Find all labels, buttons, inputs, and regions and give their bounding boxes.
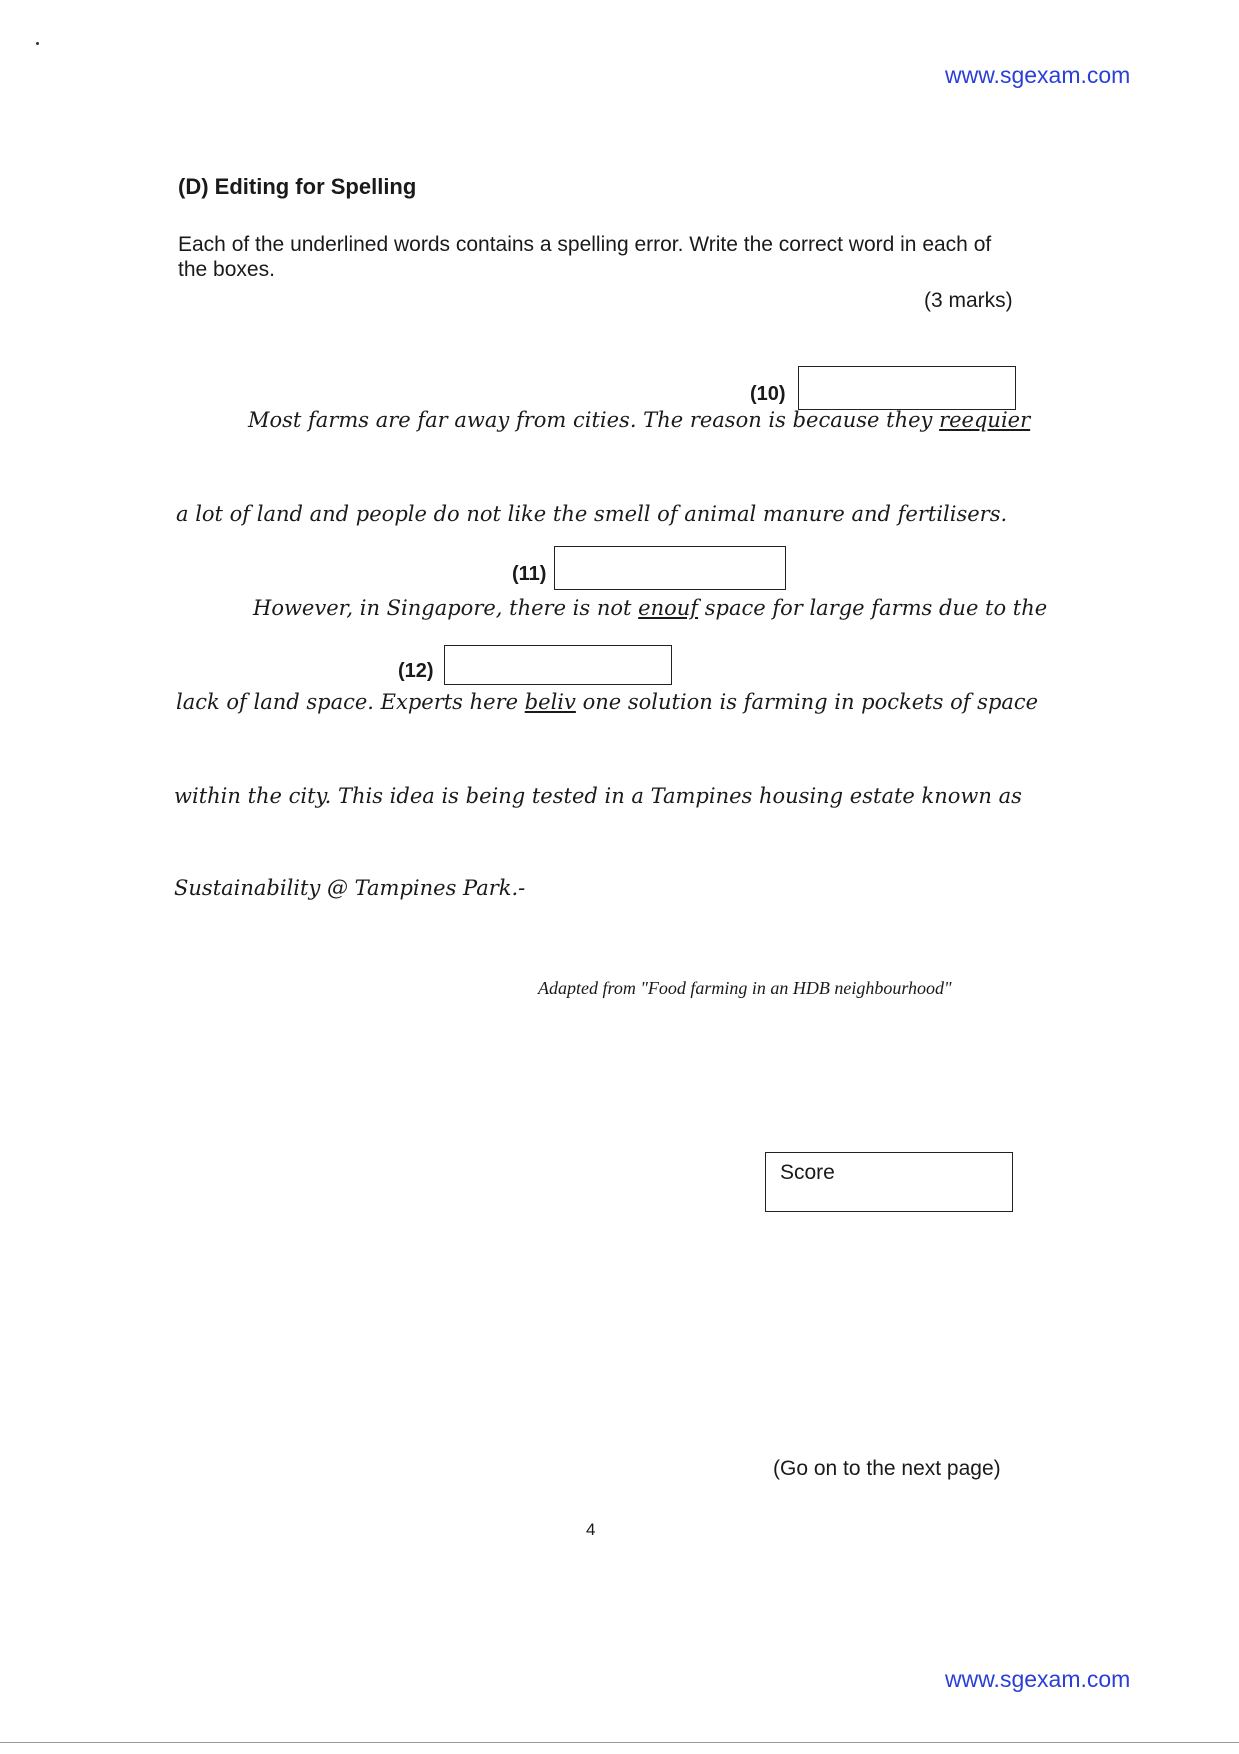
question-10-answer-box[interactable] (798, 366, 1016, 410)
passage-line-3-text: However, in Singapore, there is not (253, 596, 639, 620)
spelling-error-12: beliv (524, 690, 576, 714)
next-page-note: (Go on to the next page) (773, 1457, 1001, 1480)
section-marks: (3 marks) (924, 289, 1013, 312)
passage-line-1 (248, 408, 1030, 432)
passage-line-6: Sustainability @ Tampines Park.- (174, 876, 526, 900)
question-12-number: (12) (398, 660, 434, 682)
spelling-error-11: enouf (638, 596, 699, 620)
question-11-answer-box[interactable] (554, 546, 786, 590)
scan-speck (36, 42, 39, 45)
passage-line-4 (176, 690, 1038, 714)
passage-line-3-text-end: space for large farms due to the (698, 596, 1048, 620)
score-label: Score (780, 1161, 835, 1184)
source-citation: Adapted from "Food farming in an HDB neighbourhood" (538, 978, 952, 998)
section-instruction: Each of the underlined words contains a spelling error. Write the correct word in each of the boxes. (178, 233, 992, 281)
website-footer: www.sgexam.com (945, 1666, 1131, 1692)
question-12-answer-box[interactable] (444, 645, 672, 685)
section-title: (D) Editing for Spelling (178, 174, 417, 199)
page-number: 4 (586, 1520, 596, 1539)
passage-line-4-text-end: one solution is farming in pockets of space (575, 690, 1039, 714)
passage-line-2: a lot of land and people do not like the smell of animal manure and fertilisers. (176, 502, 1008, 526)
passage-line-1-text: Most farms are far away from cities. The reason is because they (248, 408, 940, 432)
passage-line-4-text: lack of land space. Experts here (176, 690, 525, 714)
question-11-number: (11) (512, 563, 547, 585)
score-box[interactable] (765, 1152, 1013, 1212)
scan-edge-line (0, 1742, 1239, 1743)
question-10-number: (10) (750, 383, 786, 405)
spelling-error-10: reequier (939, 408, 1031, 432)
passage-line-3 (253, 596, 1047, 620)
website-header: www.sgexam.com (945, 62, 1131, 88)
passage-line-5: within the city. This idea is being tested in a Tampines housing estate known as (174, 784, 1022, 808)
